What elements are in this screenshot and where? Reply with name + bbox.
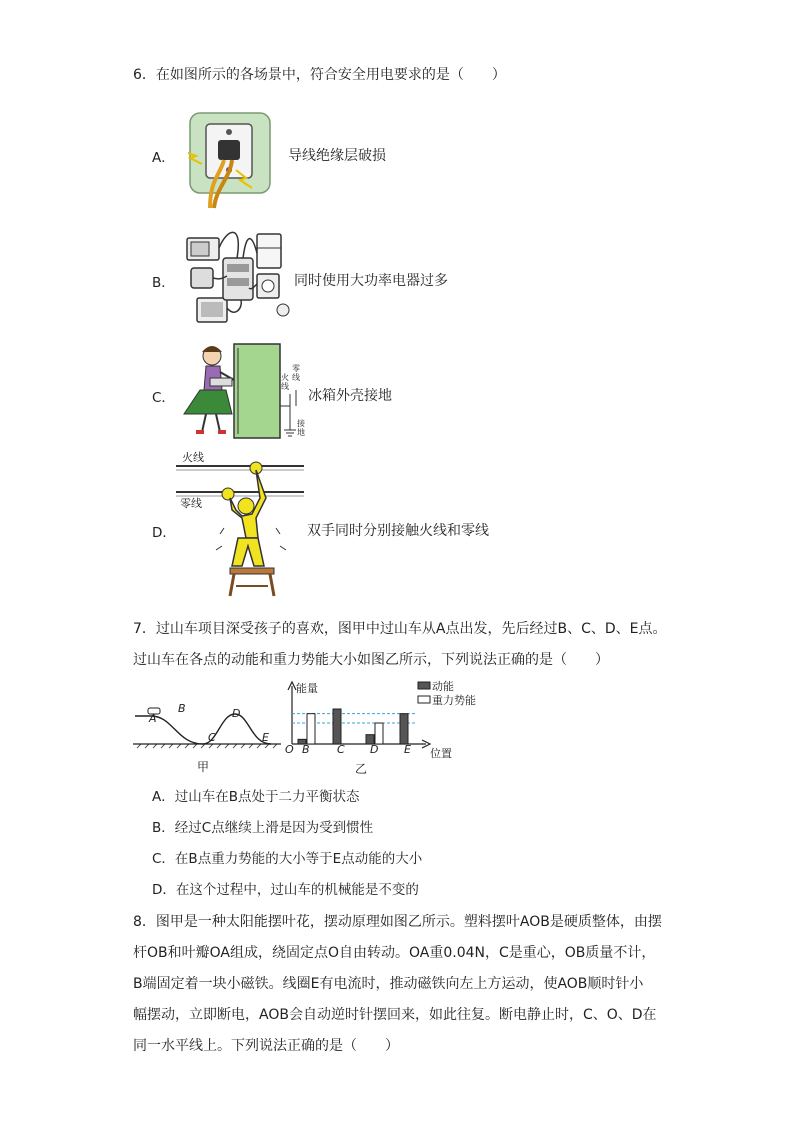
q6-figure-d-fire-label: 火线 (182, 451, 204, 464)
q7-stem-line2: 过山车在各点的动能和重力势能大小如图乙所示，下列说法正确的是（ ） (133, 652, 609, 668)
q7-option-a: A．过山车在B点处于二力平衡状态 (152, 789, 360, 805)
q6-option-b-letter: B． (152, 275, 175, 291)
q6-figure-c-fridge-grounding (176, 340, 316, 444)
q6-stem: 6．在如图所示的各场景中，符合安全用电要求的是（ ） (133, 67, 506, 83)
q7-point-b-label: B (178, 702, 186, 715)
q7-point-a-label: A (149, 712, 157, 725)
bar-potential-B (307, 714, 315, 744)
q6-option-d-caption: 双手同时分别接触火线和零线 (307, 523, 489, 539)
chart-origin-label: O (285, 743, 294, 756)
q6-figure-a-damaged-wire (188, 110, 280, 210)
chart-tick-c: C (337, 743, 345, 756)
q8-line-3: B端固定着一块小磁铁。线圈E有电流时，推动磁铁向左上方运动，使AOB顺时针小 (133, 976, 644, 992)
q6-figure-d-touching-wires (176, 458, 306, 598)
q6-option-c-letter: C． (152, 390, 175, 406)
q7-point-c-label: C (208, 731, 216, 744)
q7-stem-line1: 7．过山车项目深受孩子的喜欢，图甲中过山车从A点出发，先后经过B、C、D、E点。 (133, 621, 667, 637)
bar-kinetic-E (400, 714, 408, 744)
q6-option-a-caption: 导线绝缘层破损 (288, 148, 386, 164)
q8-line-1: 8．图甲是一种太阳能摆叶花，摆动原理如图乙所示。塑料摆叶AOB是硬质整体，由摆 (133, 914, 662, 930)
q6-option-a-letter: A． (152, 150, 175, 166)
q6-figure-c-zero-label: 零线 (292, 364, 300, 382)
q7-option-d: D．在这个过程中，过山车的机械能是不变的 (152, 882, 419, 898)
chart-y-label: 能量 (296, 682, 318, 695)
chart-tick-b: B (302, 743, 310, 756)
q7-point-e-label: E (262, 731, 269, 744)
q8-line-2: 杆OB和叶瓣OA组成，绕固定点O自由转动。OA重0.04N，C是重心，OB质量不计， (133, 945, 656, 961)
bar-kinetic-C (333, 709, 341, 744)
q6-figure-b-overloaded-socket (183, 218, 295, 328)
q6-option-c-caption: 冰箱外壳接地 (308, 388, 392, 404)
q6-figure-c-ground-label: 接地 (297, 419, 305, 437)
legend-kinetic-label: 动能 (432, 680, 454, 693)
q6-figure-c-fire-label: 火线 (281, 373, 289, 391)
q6-option-d-letter: D． (152, 525, 176, 541)
q7-option-b: B．经过C点继续上滑是因为受到惯性 (152, 820, 374, 836)
q7-figure-jia-caption: 甲 (197, 760, 210, 774)
legend-potential-swatch (418, 696, 430, 703)
q7-point-d-label: D (232, 707, 241, 720)
legend-potential-label: 重力势能 (432, 694, 476, 707)
q6-figure-d-zero-label: 零线 (180, 497, 202, 510)
q7-figure-yi-caption: 乙 (355, 762, 368, 776)
chart-tick-e: E (404, 743, 411, 756)
q8-line-4: 幅摆动，立即断电，AOB会自动逆时针摆回来，如此往复。断电静止时，C、O、D在 (133, 1007, 657, 1023)
legend-kinetic-swatch (418, 682, 430, 689)
bar-potential-D (375, 723, 383, 744)
q8-line-5: 同一水平线上。下列说法正确的是（ ） (133, 1038, 399, 1054)
q6-option-b-caption: 同时使用大功率电器过多 (294, 273, 448, 289)
chart-x-label: 位置 (430, 747, 452, 760)
q7-option-c: C．在B点重力势能的大小等于E点动能的大小 (152, 851, 423, 867)
chart-tick-d: D (370, 743, 379, 756)
